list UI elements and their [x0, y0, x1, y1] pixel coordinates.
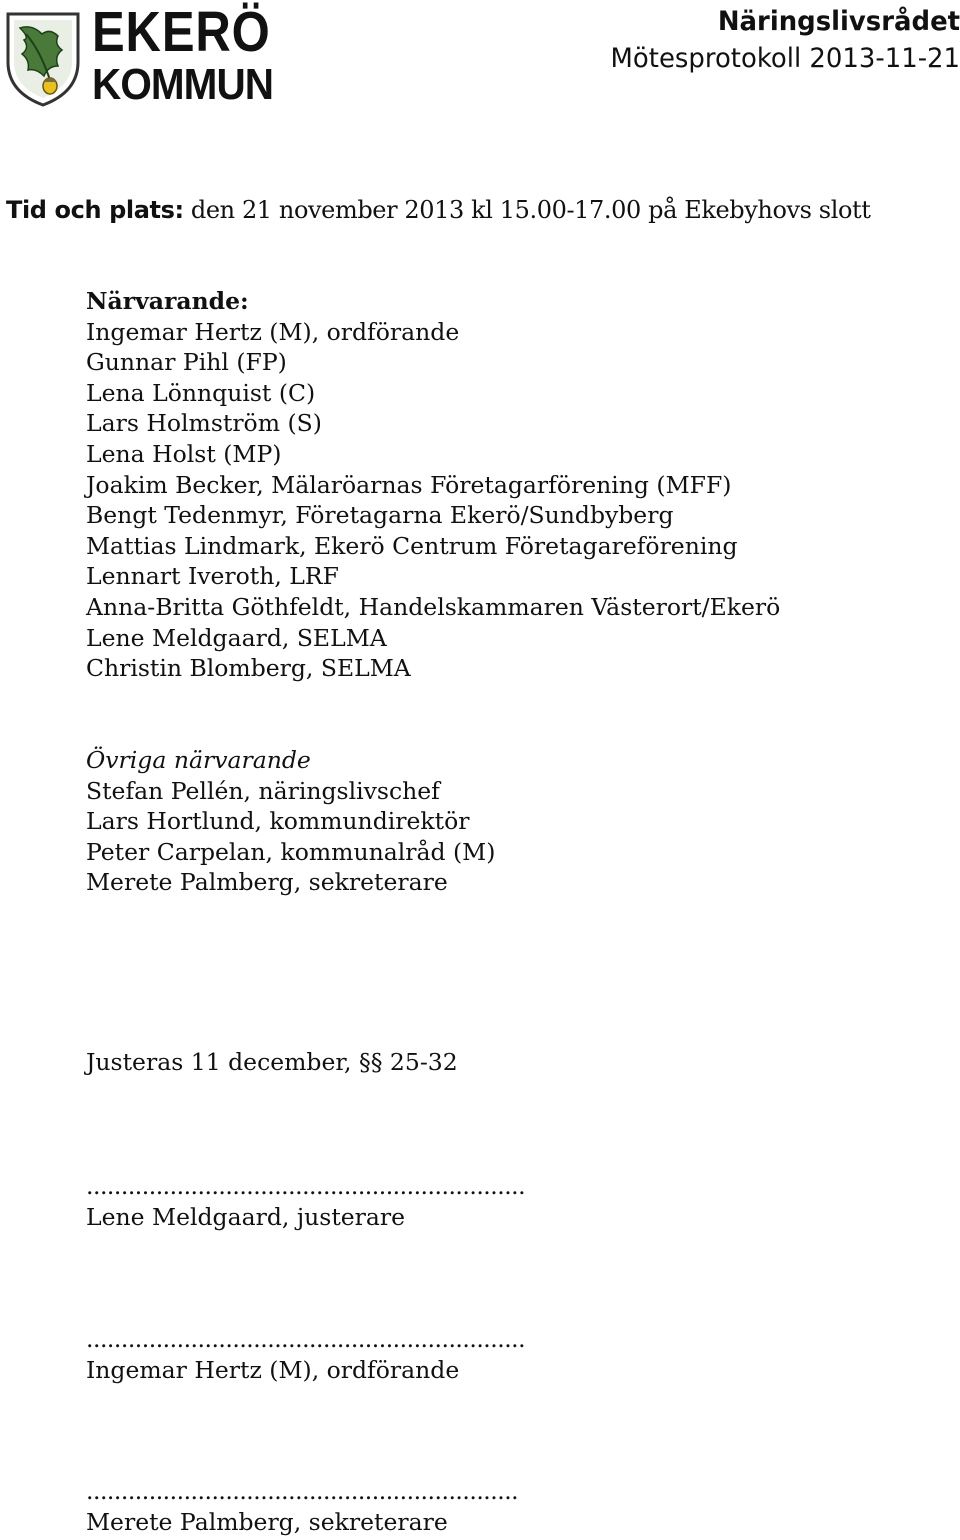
other-attendee-item: Stefan Pellén, näringslivschef: [86, 776, 440, 805]
meeting-label: Tid och plats:: [6, 196, 184, 224]
other-attendee-item: Peter Carpelan, kommunalråd (M): [86, 837, 496, 866]
attendee-item: Lennart Iveroth, LRF: [86, 562, 339, 591]
document-title: Näringslivsrådet: [717, 6, 960, 37]
attendee-item: Anna-Britta Göthfeldt, Handelskammaren Västerort/Ekerö: [86, 592, 781, 621]
logo-text-kommun: KOMMUN: [92, 60, 274, 109]
signature-line: ...............................................................: [86, 1325, 526, 1353]
logo-wordmark: [92, 0, 300, 109]
signature-name: Merete Palmberg, sekreterare: [86, 1507, 448, 1536]
attendees-heading: Närvarande:: [86, 287, 249, 315]
attendee-item: Lars Holmström (S): [86, 409, 322, 438]
attendee-item: Ingemar Hertz (M), ordförande: [86, 317, 460, 346]
other-attendees-heading: Övriga närvarande: [86, 746, 311, 774]
attendee-item: Joakim Becker, Mälaröarnas Företagarförening (MFF): [86, 470, 732, 499]
signature-name: Lene Meldgaard, justerare: [86, 1202, 406, 1231]
document-subtitle: Mötesprotokoll 2013-11-21: [610, 43, 960, 74]
document-header: [596, 4, 960, 78]
signature-line: ..............................................................: [86, 1477, 519, 1505]
attendee-item: Gunnar Pihl (FP): [86, 348, 287, 377]
ekero-kommun-logo: [4, 0, 294, 109]
attendee-item: Lena Holst (MP): [86, 439, 282, 468]
attendee-item: Lena Lönnquist (C): [86, 378, 316, 407]
attendees-section: [86, 286, 780, 684]
oak-leaf-shield-icon: [4, 10, 82, 108]
other-attendee-item: Lars Hortlund, kommundirektör: [86, 807, 470, 836]
signature-block: [86, 1324, 525, 1385]
signature-block: [86, 1171, 525, 1232]
logo-text-ekero: EKERÖ: [92, 0, 271, 64]
attendee-item: Mattias Lindmark, Ekerö Centrum Företagareförening: [86, 531, 738, 560]
attendee-item: Bengt Tedenmyr, Företagarna Ekerö/Sundbyberg: [86, 501, 674, 530]
meeting-value: den 21 november 2013 kl 15.00-17.00 på Ekebyhovs slott: [183, 196, 871, 224]
signature-line: ...............................................................: [86, 1172, 526, 1200]
adjustment-note: Justeras 11 december, §§ 25-32: [86, 1048, 458, 1076]
attendee-item: Lene Meldgaard, SELMA: [86, 623, 387, 652]
other-attendees-section: [86, 745, 495, 898]
other-attendee-item: Merete Palmberg, sekreterare: [86, 868, 448, 897]
meeting-time-place: [6, 194, 871, 226]
attendee-item: Christin Blomberg, SELMA: [86, 654, 411, 683]
signature-block: [86, 1476, 518, 1537]
signature-name: Ingemar Hertz (M), ordförande: [86, 1355, 460, 1384]
